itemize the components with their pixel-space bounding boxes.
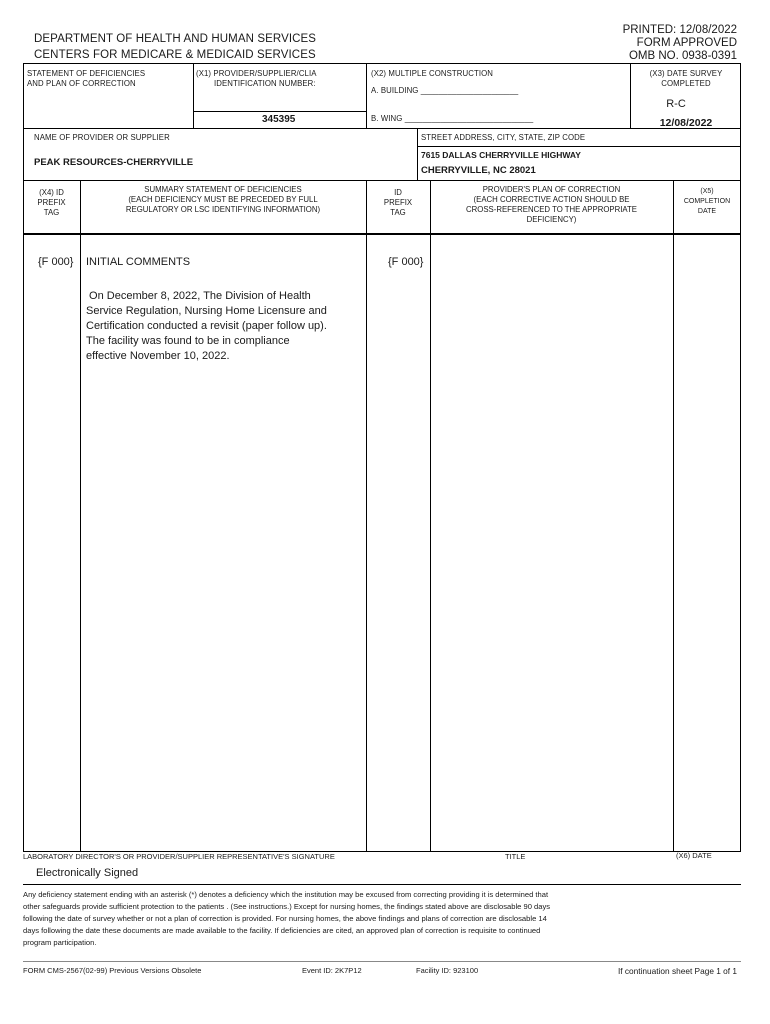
form-approved: FORM APPROVED bbox=[636, 37, 737, 49]
facility-id: Facility ID: 923100 bbox=[416, 966, 479, 975]
x4-column-header: (X4) ID PREFIX TAG bbox=[37, 188, 66, 217]
tag-left: {F 000} bbox=[38, 256, 74, 268]
entry-body-line: Service Regulation, Nursing Home Licensure and bbox=[86, 305, 327, 317]
agency-header bbox=[34, 31, 316, 63]
city-state-zip: CHERRYVILLE, NC 28021 bbox=[421, 165, 536, 176]
provider-name: PEAK RESOURCES-CHERRYVILLE bbox=[34, 157, 194, 168]
agency-line-1: DEPARTMENT OF HEALTH AND HUMAN SERVICES bbox=[34, 33, 317, 45]
tag-right: {F 000} bbox=[388, 256, 424, 268]
agency-line-2: CENTERS FOR MEDICARE & MEDICAID SERVICES bbox=[34, 49, 316, 61]
provider-name-label: NAME OF PROVIDER OR SUPPLIER bbox=[34, 133, 170, 142]
form-header-right bbox=[623, 24, 737, 63]
building-field: A. BUILDING ______________________ bbox=[371, 86, 519, 95]
form-number: FORM CMS-2567(02-99) Previous Versions Obsolete bbox=[23, 966, 202, 975]
entry-body-line: effective November 10, 2022. bbox=[86, 350, 230, 362]
entry-body-line: On December 8, 2022, The Division of Health bbox=[86, 290, 311, 302]
entry-body bbox=[86, 289, 364, 364]
form-table bbox=[23, 63, 741, 852]
disclaimer: Any deficiency statement ending with an asterisk (*) denotes a deficiency which the institution may be excused from correcting providing it is determined that other safeguards provide sufficient protection to the patients . (See instructions.) Except for nursing homes, the findings stated above are disclosable 90 days following the date of survey whether or not a plan of correction is provided. For nursing homes, the above findings and plans of correction are disclosable 14 days following the date these documents are made available to the facility. If deficiencies are cited, an approved plan of correction is requisite to continued program participation. bbox=[23, 890, 551, 947]
signature-label: LABORATORY DIRECTOR'S OR PROVIDER/SUPPLIER REPRESENTATIVE'S SIGNATURE bbox=[23, 852, 335, 861]
entry-body-line: The facility was found to be in compliance bbox=[86, 335, 290, 347]
entry-body-line: Certification conducted a revisit (paper follow up). bbox=[86, 320, 327, 332]
omb-number: OMB NO. 0938-0391 bbox=[628, 50, 737, 62]
address-label: STREET ADDRESS, CITY, STATE, ZIP CODE bbox=[421, 133, 586, 142]
printed-date: PRINTED: 12/08/2022 bbox=[622, 24, 737, 36]
plan-column-header: PROVIDER'S PLAN OF CORRECTION (EACH CORRECTIVE ACTION SHOULD BE CROSS-REFERENCED TO THE APPROPRIATE DEFICIENCY) bbox=[466, 185, 637, 224]
event-id: Event ID: 2K7P12 bbox=[302, 966, 362, 975]
x5-column-header: (X5) COMPLETION DATE bbox=[683, 188, 731, 215]
wing-field: B. WING _____________________________ bbox=[371, 114, 534, 123]
provider-id-number: 345395 bbox=[262, 114, 296, 125]
x3-label: (X3) DATE SURVEY COMPLETED bbox=[649, 69, 723, 88]
x2-label: (X2) MULTIPLE CONSTRUCTION bbox=[371, 69, 494, 78]
survey-code: R-C bbox=[666, 98, 686, 110]
survey-date: 12/08/2022 bbox=[659, 117, 713, 129]
page-indicator: If continuation sheet Page 1 of 1 bbox=[617, 966, 737, 976]
id-column-header: ID PREFIX TAG bbox=[383, 188, 413, 217]
x6-date-label: (X6) DATE bbox=[676, 851, 712, 860]
title-label: TITLE bbox=[505, 852, 526, 861]
entry-heading: INITIAL COMMENTS bbox=[86, 256, 191, 268]
x1-label: (X1) PROVIDER/SUPPLIER/CLIA IDENTIFICATION NUMBER: bbox=[196, 69, 317, 88]
signature-value: Electronically Signed bbox=[36, 867, 139, 879]
street-address: 7615 DALLAS CHERRYVILLE HIGHWAY bbox=[421, 150, 581, 160]
summary-column-header: SUMMARY STATEMENT OF DEFICIENCIES (EACH DEFICIENCY MUST BE PRECEDED BY FULL REGULATORY OR LSC IDENTIFYING INFORMATION) bbox=[125, 185, 321, 214]
statement-label: STATEMENT OF DEFICIENCIES AND PLAN OF CORRECTION bbox=[27, 69, 146, 88]
